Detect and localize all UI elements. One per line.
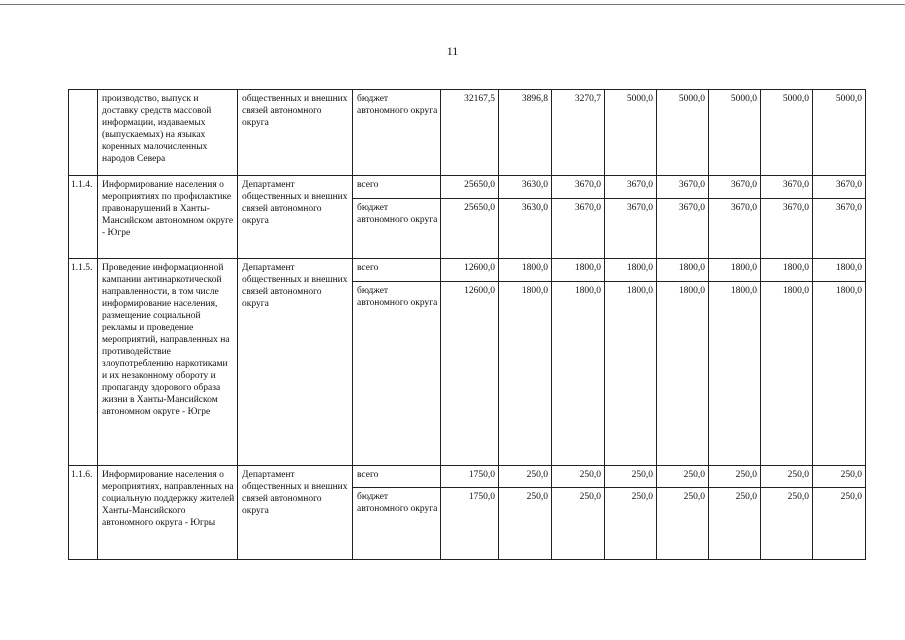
table-row <box>69 259 866 282</box>
value-year: 3670,0 <box>657 176 709 199</box>
value-total: 25650,0 <box>441 176 499 199</box>
value-year: 3670,0 <box>813 176 866 199</box>
funding-source: всего <box>353 176 441 199</box>
value-total: 12600,0 <box>441 282 499 466</box>
value-year: 250,0 <box>499 466 552 488</box>
value-year: 3670,0 <box>813 199 866 259</box>
value-year: 3896,8 <box>499 90 552 176</box>
value-year: 1800,0 <box>499 259 552 282</box>
responsible-executor: Департамент общественных и внешних связей автономного округа <box>238 259 353 466</box>
funding-source: всего <box>353 466 441 488</box>
value-year: 1800,0 <box>552 259 605 282</box>
value-year: 1800,0 <box>761 282 813 466</box>
value-year: 3630,0 <box>499 199 552 259</box>
value-total: 25650,0 <box>441 199 499 259</box>
funding-source: бюджет автономного округа <box>353 199 441 259</box>
value-year: 1800,0 <box>709 259 761 282</box>
value-year: 3670,0 <box>761 199 813 259</box>
value-year: 3670,0 <box>605 199 657 259</box>
row-index: 1.1.5. <box>69 259 98 466</box>
scan-edge-line <box>0 4 905 5</box>
value-year: 3670,0 <box>552 176 605 199</box>
value-year: 250,0 <box>761 488 813 560</box>
value-year: 250,0 <box>605 488 657 560</box>
value-year: 1800,0 <box>813 282 866 466</box>
value-year: 3670,0 <box>605 176 657 199</box>
value-year: 5000,0 <box>709 90 761 176</box>
value-year: 1800,0 <box>605 282 657 466</box>
value-year: 3270,7 <box>552 90 605 176</box>
funding-source: бюджет автономного округа <box>353 90 441 176</box>
value-year: 1800,0 <box>813 259 866 282</box>
row-index <box>69 90 98 176</box>
value-year: 250,0 <box>813 466 866 488</box>
value-year: 250,0 <box>657 488 709 560</box>
value-year: 1800,0 <box>761 259 813 282</box>
table-row <box>69 176 866 199</box>
value-year: 3670,0 <box>657 199 709 259</box>
value-year: 1800,0 <box>499 282 552 466</box>
value-year: 250,0 <box>657 466 709 488</box>
value-year: 1800,0 <box>605 259 657 282</box>
table-row <box>69 90 866 176</box>
activity-name: производство, выпуск и доставку средств массовой информации, издаваемых (выпускаемых) на языках коренных малочисленных народов Севера <box>98 90 238 176</box>
row-index: 1.1.6. <box>69 466 98 560</box>
value-year: 1800,0 <box>657 282 709 466</box>
activity-name: Проведение информационной кампании антинаркотической направленности, в том числе информирование населения, размещение социальной рекламы и проведение мероприятий, направленных на противодействие злоупотреблению наркотиками и их незаконному обороту и пропаганду здорового образа жизни в Ханты-Мансийском автономном округе - Югре <box>98 259 238 466</box>
value-year: 5000,0 <box>761 90 813 176</box>
value-total: 32167,5 <box>441 90 499 176</box>
value-year: 5000,0 <box>605 90 657 176</box>
responsible-executor: Департамент общественных и внешних связей автономного округа <box>238 176 353 259</box>
funding-source: всего <box>353 259 441 282</box>
value-year: 3670,0 <box>709 199 761 259</box>
value-year: 3670,0 <box>761 176 813 199</box>
value-year: 250,0 <box>709 488 761 560</box>
value-year: 250,0 <box>761 466 813 488</box>
value-year: 250,0 <box>499 488 552 560</box>
value-year: 250,0 <box>813 488 866 560</box>
page-number: 11 <box>446 44 459 58</box>
value-total: 1750,0 <box>441 466 499 488</box>
value-total: 12600,0 <box>441 259 499 282</box>
value-year: 1800,0 <box>552 282 605 466</box>
value-year: 5000,0 <box>813 90 866 176</box>
table-row <box>69 466 866 488</box>
value-year: 3670,0 <box>709 176 761 199</box>
activity-name: Информирование населения о мероприятиях по профилактике правонарушений в Ханты-Мансийском автономном округе - Югре <box>98 176 238 259</box>
responsible-executor: Департамент общественных и внешних связей автономного округа <box>238 466 353 560</box>
row-index: 1.1.4. <box>69 176 98 259</box>
budget-table <box>68 89 866 560</box>
responsible-executor: общественных и внешних связей автономного округа <box>238 90 353 176</box>
value-year: 1800,0 <box>709 282 761 466</box>
value-year: 250,0 <box>552 466 605 488</box>
value-year: 1800,0 <box>657 259 709 282</box>
value-year: 3670,0 <box>552 199 605 259</box>
value-year: 5000,0 <box>657 90 709 176</box>
funding-source: бюджет автономного округа <box>353 282 441 466</box>
funding-source: бюджет автономного округа <box>353 488 441 560</box>
value-year: 250,0 <box>605 466 657 488</box>
value-year: 3630,0 <box>499 176 552 199</box>
value-year: 250,0 <box>552 488 605 560</box>
value-total: 1750,0 <box>441 488 499 560</box>
activity-name: Информирование населения о мероприятиях, направленных на социальную поддержку жителей Ханты-Мансийского автономного округа - Югры <box>98 466 238 560</box>
value-year: 250,0 <box>709 466 761 488</box>
